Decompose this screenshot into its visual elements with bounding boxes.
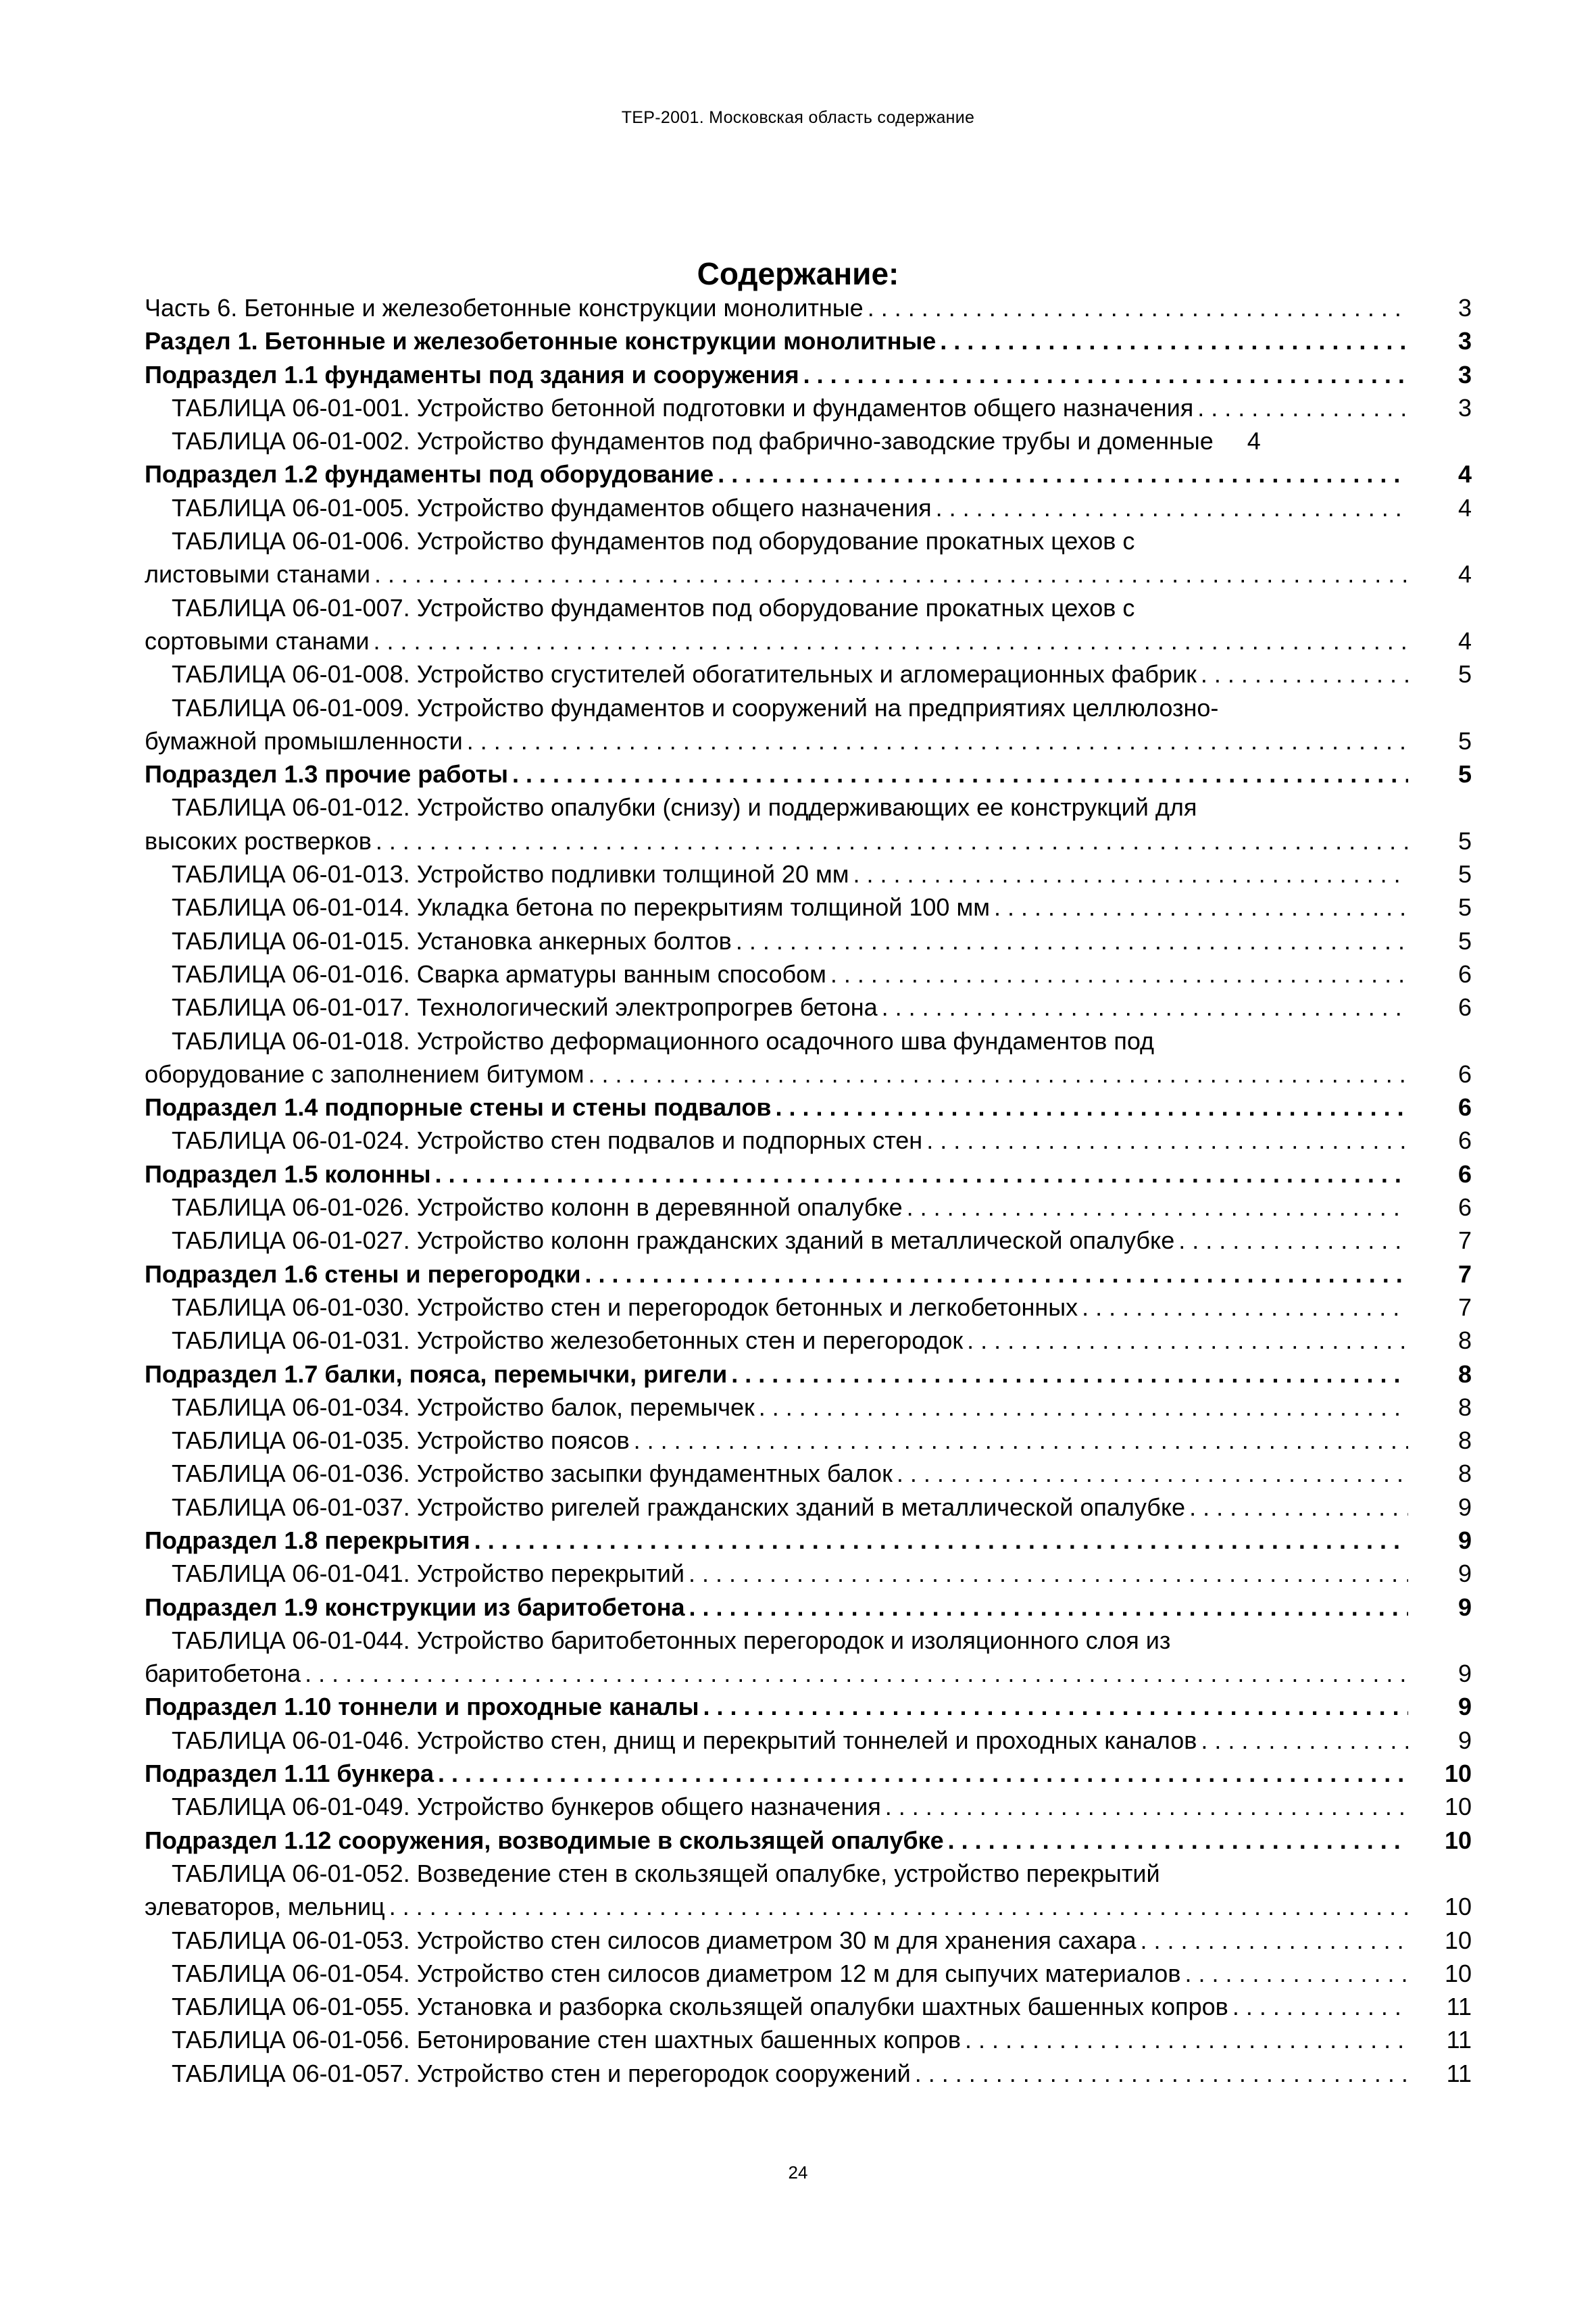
toc-entry <box>145 1191 1472 1224</box>
toc-entry <box>145 624 1472 657</box>
toc-entry <box>145 391 1472 424</box>
dot-leader <box>1178 1224 1408 1257</box>
toc-section-heading <box>145 324 1472 357</box>
toc-entry-title: Часть 6. Бетонные и железобетонные конструкции монолитные <box>145 294 864 322</box>
toc-page-number: 11 <box>1446 1993 1472 2021</box>
dot-leader <box>926 1124 1408 1157</box>
toc-entry <box>145 1457 1472 1490</box>
toc-page-number: 10 <box>1444 1793 1472 1821</box>
toc-entry-title: Подраздел 1.3 прочие работы <box>145 760 508 789</box>
toc-page-number: 4 <box>1457 493 1472 522</box>
toc-entry-title: ТАБЛИЦА 06-01-054. Устройство стен силосов диаметром 12 м для сыпучих материалов <box>172 1959 1181 1987</box>
toc-page-number: 5 <box>1457 760 1472 789</box>
dot-leader <box>689 1591 1408 1624</box>
toc-page-number: 6 <box>1457 1126 1472 1155</box>
toc-entry-title: Подраздел 1.5 колонны <box>145 1160 431 1188</box>
toc-page-number: 5 <box>1457 660 1472 689</box>
toc-entry-title: ТАБЛИЦА 06-01-005. Устройство фундаментов общего назначения <box>172 493 932 522</box>
dot-leader <box>965 2023 1408 2056</box>
page-header: ТЕР-2001. Московская область содержание <box>621 108 975 127</box>
toc-section-heading <box>145 1690 1472 1723</box>
toc-entry-title: ТАБЛИЦА 06-01-026. Устройство колонн в деревянной опалубке <box>172 1193 903 1222</box>
toc-section-heading <box>145 457 1472 491</box>
dot-leader <box>907 1191 1408 1224</box>
dot-leader <box>1141 1924 1408 1957</box>
toc-page-number: 9 <box>1457 1526 1472 1554</box>
toc-entry-title-continued: сортовыми станами <box>145 626 370 655</box>
toc-entry-title: ТАБЛИЦА 06-01-016. Сварка арматуры ванным способом <box>172 960 826 988</box>
toc-page-number: 3 <box>1457 327 1472 355</box>
toc-entry-title: Подраздел 1.8 перекрытия <box>145 1526 470 1554</box>
toc-entry-title: Раздел 1. Бетонные и железобетонные конструкции монолитные <box>145 327 937 355</box>
toc-entry-title: ТАБЛИЦА 06-01-036. Устройство засыпки фундаментных балок <box>172 1460 893 1488</box>
toc-page-number: 5 <box>1457 893 1472 922</box>
toc-page-number: 8 <box>1457 1426 1472 1455</box>
toc-entry-title: ТАБЛИЦА 06-01-014. Укладка бетона по перекрытиям толщиной 100 мм <box>172 893 990 922</box>
dot-leader <box>885 1790 1408 1823</box>
toc-entry-title: ТАБЛИЦА 06-01-055. Установка и разборка скользящей опалубки шахтных башенных копров <box>172 1993 1228 2021</box>
toc-entry <box>145 957 1472 991</box>
toc-page-number: 6 <box>1457 1160 1472 1188</box>
dot-leader <box>940 324 1408 357</box>
toc-page-number: 6 <box>1457 1093 1472 1122</box>
dot-leader <box>374 624 1409 657</box>
dot-leader <box>1184 1957 1408 1990</box>
toc-page-number: 5 <box>1457 926 1472 955</box>
toc-entry-title: Подраздел 1.1 фундаменты под здания и сооружения <box>145 360 799 389</box>
toc-entry-title: ТАБЛИЦА 06-01-002. Устройство фундаментов под фабрично-заводские трубы и доменные <box>172 427 1214 455</box>
dot-leader <box>731 1358 1408 1391</box>
dot-leader <box>438 1757 1408 1790</box>
dot-leader <box>305 1657 1408 1690</box>
toc-entry-title: ТАБЛИЦА 06-01-001. Устройство бетонной подготовки и фундаментов общего назначения <box>172 393 1194 422</box>
toc-entry <box>145 1057 1472 1091</box>
toc-entry-title: Подраздел 1.6 стены и перегородки <box>145 1260 581 1288</box>
toc-page-number: 3 <box>1457 294 1472 322</box>
dot-leader <box>967 1324 1408 1357</box>
toc-entry-title: ТАБЛИЦА 06-01-008. Устройство сгустителей обогатительных и агломерационных фабрик <box>172 660 1197 689</box>
toc-entry-title: ТАБЛИЦА 06-01-027. Устройство колонн гражданских зданий в металлической опалубке <box>172 1226 1175 1255</box>
toc-entry <box>145 1790 1472 1823</box>
toc-page-number: 11 <box>1446 2026 1472 2054</box>
toc-entry <box>145 891 1472 924</box>
toc-page-number: 9 <box>1457 1593 1472 1621</box>
dot-leader <box>435 1158 1408 1191</box>
toc-page-number: 9 <box>1457 1726 1472 1754</box>
dot-leader <box>1201 657 1408 691</box>
toc-entry-title-continued: оборудование с заполнением битумом <box>145 1060 584 1088</box>
toc-page-number: 3 <box>1457 360 1472 389</box>
toc-entry-title: ТАБЛИЦА 06-01-053. Устройство стен силосов диаметром 30 м для хранения сахара <box>172 1926 1137 1954</box>
toc-entry-title: ТАБЛИЦА 06-01-034. Устройство балок, перемычек <box>172 1393 755 1421</box>
toc-entry-title: ТАБЛИЦА 06-01-015. Установка анкерных болтов <box>172 926 732 955</box>
toc-entry-title: ТАБЛИЦА 06-01-024. Устройство стен подвалов и подпорных стен <box>172 1126 923 1155</box>
toc-entry-title: ТАБЛИЦА 06-01-037. Устройство ригелей гражданских зданий в металлической опалубке <box>172 1493 1186 1521</box>
toc-entry-title: Подраздел 1.2 фундаменты под оборудование <box>145 460 714 489</box>
toc-entry-title-continued: бумажной промышленности <box>145 726 463 755</box>
toc-entry <box>145 1657 1472 1690</box>
page-title: Содержание: <box>697 256 899 291</box>
toc-page-number: 4 <box>1457 626 1472 655</box>
toc-page-number: 11 <box>1446 2059 1472 2087</box>
dot-leader <box>868 291 1408 324</box>
dot-leader <box>803 358 1408 391</box>
toc-entry <box>145 1924 1472 1957</box>
toc-section-heading <box>145 1091 1472 1124</box>
dot-leader <box>1201 1724 1408 1757</box>
toc-section-heading <box>145 1258 1472 1291</box>
toc-entry <box>145 1124 1472 1157</box>
dot-leader <box>474 1524 1408 1557</box>
toc-entry <box>145 1491 1472 1524</box>
page-number: 24 <box>788 2162 808 2183</box>
dot-leader <box>882 991 1408 1024</box>
table-of-contents <box>145 291 1472 2090</box>
dot-leader <box>759 1391 1408 1424</box>
toc-entry-title: ТАБЛИЦА 06-01-044. Устройство баритобетонных перегородок и изоляционного слоя из <box>172 1626 1171 1654</box>
toc-entry <box>145 1957 1472 1990</box>
dot-leader <box>1082 1291 1408 1324</box>
dot-leader <box>584 1258 1408 1291</box>
toc-page-number: 8 <box>1457 1393 1472 1421</box>
dot-leader <box>718 457 1408 491</box>
toc-page-number: 7 <box>1457 1260 1472 1288</box>
toc-page-number: 10 <box>1444 1926 1472 1954</box>
toc-entry-title: Подраздел 1.7 балки, пояса, перемычки, ригели <box>145 1360 728 1388</box>
toc-page-number: 6 <box>1457 960 1472 988</box>
toc-entry <box>145 1224 1472 1257</box>
toc-page-number: 8 <box>1457 1460 1472 1488</box>
toc-section-heading <box>145 1358 1472 1391</box>
toc-entry <box>145 991 1472 1024</box>
toc-page-number: 9 <box>1457 1693 1472 1721</box>
dot-leader <box>634 1424 1408 1457</box>
toc-section-heading <box>145 1524 1472 1557</box>
dot-leader <box>1189 1491 1408 1524</box>
toc-entry-title: ТАБЛИЦА 06-01-017. Технологический электропрогрев бетона <box>172 993 878 1022</box>
dot-leader <box>776 1091 1409 1124</box>
toc-entry-title: ТАБЛИЦА 06-01-041. Устройство перекрытий <box>172 1560 684 1588</box>
toc-entry <box>145 1724 1472 1757</box>
toc-page-number: 3 <box>1457 393 1472 422</box>
dot-leader <box>589 1057 1408 1091</box>
toc-entry <box>145 291 1472 324</box>
toc-entry-title: ТАБЛИЦА 06-01-018. Устройство деформационного осадочного шва фундаментов под <box>172 1026 1155 1055</box>
dot-leader <box>830 957 1408 991</box>
toc-section-heading <box>145 1591 1472 1624</box>
dot-leader <box>853 857 1408 891</box>
toc-page-number: 10 <box>1444 1826 1472 1854</box>
toc-entry <box>145 824 1472 857</box>
dot-leader <box>994 891 1408 924</box>
toc-page-number: 7 <box>1457 1293 1472 1321</box>
dot-leader <box>1197 391 1408 424</box>
dot-leader <box>915 2057 1408 2090</box>
toc-entry <box>145 857 1472 891</box>
toc-entry-title: ТАБЛИЦА 06-01-046. Устройство стен, днищ и перекрытий тоннелей и проходных каналов <box>172 1726 1197 1754</box>
toc-section-heading <box>145 1757 1472 1790</box>
toc-section-heading <box>145 358 1472 391</box>
dot-leader <box>703 1690 1408 1723</box>
toc-page-number: 8 <box>1457 1326 1472 1355</box>
toc-entry-title: Подраздел 1.11 бункера <box>145 1760 434 1788</box>
toc-page-number: 6 <box>1457 1193 1472 1222</box>
dot-leader <box>897 1457 1408 1490</box>
dot-leader <box>376 824 1408 857</box>
toc-entry-title: ТАБЛИЦА 06-01-052. Возведение стен в скользящей опалубке, устройство перекрытий <box>172 1859 1160 1887</box>
toc-entry <box>145 424 1472 457</box>
toc-page-number: 8 <box>1457 1360 1472 1388</box>
toc-entry-title: ТАБЛИЦА 06-01-007. Устройство фундаментов под оборудование прокатных цехов с <box>172 593 1135 622</box>
toc-entry-title: Подраздел 1.10 тоннели и проходные каналы <box>145 1693 699 1721</box>
toc-page-number: 5 <box>1457 826 1472 855</box>
toc-entry-title: ТАБЛИЦА 06-01-035. Устройство поясов <box>172 1426 630 1455</box>
toc-entry <box>145 1291 1472 1324</box>
toc-entry-title-continued: баритобетона <box>145 1660 301 1688</box>
toc-entry <box>145 491 1472 524</box>
toc-entry <box>145 2023 1472 2056</box>
toc-section-heading <box>145 1824 1472 1857</box>
toc-entry-title: ТАБЛИЦА 06-01-013. Устройство подливки толщиной 20 мм <box>172 860 849 889</box>
toc-page-number: 10 <box>1444 1959 1472 1987</box>
toc-page-number: 7 <box>1457 1226 1472 1255</box>
dot-leader <box>374 557 1408 591</box>
toc-page-number: 6 <box>1457 993 1472 1022</box>
toc-entry-title: ТАБЛИЦА 06-01-049. Устройство бункеров общего назначения <box>172 1793 881 1821</box>
toc-page-number: 10 <box>1444 1760 1472 1788</box>
dot-leader <box>736 924 1408 957</box>
toc-entry <box>145 1324 1472 1357</box>
toc-entry <box>145 924 1472 957</box>
toc-entry-title: ТАБЛИЦА 06-01-012. Устройство опалубки (снизу) и поддерживающих ее конструкций для <box>172 793 1197 822</box>
dot-leader <box>389 1890 1408 1923</box>
toc-page-number: 4 <box>1457 560 1472 589</box>
toc-page-number: 5 <box>1457 726 1472 755</box>
toc-entry-title: ТАБЛИЦА 06-01-031. Устройство железобетонных стен и перегородок <box>172 1326 964 1355</box>
toc-entry-title-continued: высоких ростверков <box>145 826 372 855</box>
toc-entry-title: ТАБЛИЦА 06-01-006. Устройство фундаментов под оборудование прокатных цехов с <box>172 527 1135 555</box>
toc-page-number: 9 <box>1457 1560 1472 1588</box>
toc-entry-title-continued: листовыми станами <box>145 560 370 589</box>
toc-entry <box>145 724 1472 757</box>
toc-entry-title: ТАБЛИЦА 06-01-030. Устройство стен и перегородок бетонных и легкобетонных <box>172 1293 1078 1321</box>
toc-page-number: 6 <box>1457 1060 1472 1088</box>
toc-page-number: 4 <box>1247 427 1261 455</box>
dot-leader <box>689 1557 1408 1590</box>
dot-leader <box>512 757 1408 791</box>
toc-entry-title: Подраздел 1.12 сооружения, возводимые в скользящей опалубке <box>145 1826 944 1854</box>
toc-entry <box>145 1557 1472 1590</box>
toc-entry-title: ТАБЛИЦА 06-01-057. Устройство стен и перегородок сооружений <box>172 2059 911 2087</box>
toc-section-heading <box>145 757 1472 791</box>
dot-leader <box>948 1824 1408 1857</box>
toc-entry-title: ТАБЛИЦА 06-01-009. Устройство фундаментов и сооружений на предприятиях целлюлозно- <box>172 693 1219 722</box>
dot-leader <box>936 491 1408 524</box>
toc-page-number: 9 <box>1457 1493 1472 1521</box>
toc-entry-title-continued: элеваторов, мельниц <box>145 1893 385 1921</box>
toc-entry <box>145 1391 1472 1424</box>
toc-page-number: 5 <box>1457 860 1472 889</box>
toc-page-number: 4 <box>1457 460 1472 489</box>
toc-entry-title: ТАБЛИЦА 06-01-056. Бетонирование стен шахтных башенных копров <box>172 2026 961 2054</box>
toc-page-number: 10 <box>1444 1893 1472 1921</box>
toc-entry <box>145 657 1472 691</box>
dot-leader <box>1232 1990 1408 2023</box>
dot-leader <box>467 724 1408 757</box>
toc-entry <box>145 1990 1472 2023</box>
toc-entry <box>145 2057 1472 2090</box>
toc-entry-title: Подраздел 1.4 подпорные стены и стены подвалов <box>145 1093 772 1122</box>
toc-entry <box>145 1890 1472 1923</box>
toc-entry <box>145 557 1472 591</box>
toc-page-number: 9 <box>1457 1660 1472 1688</box>
toc-entry-title: Подраздел 1.9 конструкции из баритобетона <box>145 1593 685 1621</box>
toc-entry <box>145 1424 1472 1457</box>
toc-section-heading <box>145 1158 1472 1191</box>
